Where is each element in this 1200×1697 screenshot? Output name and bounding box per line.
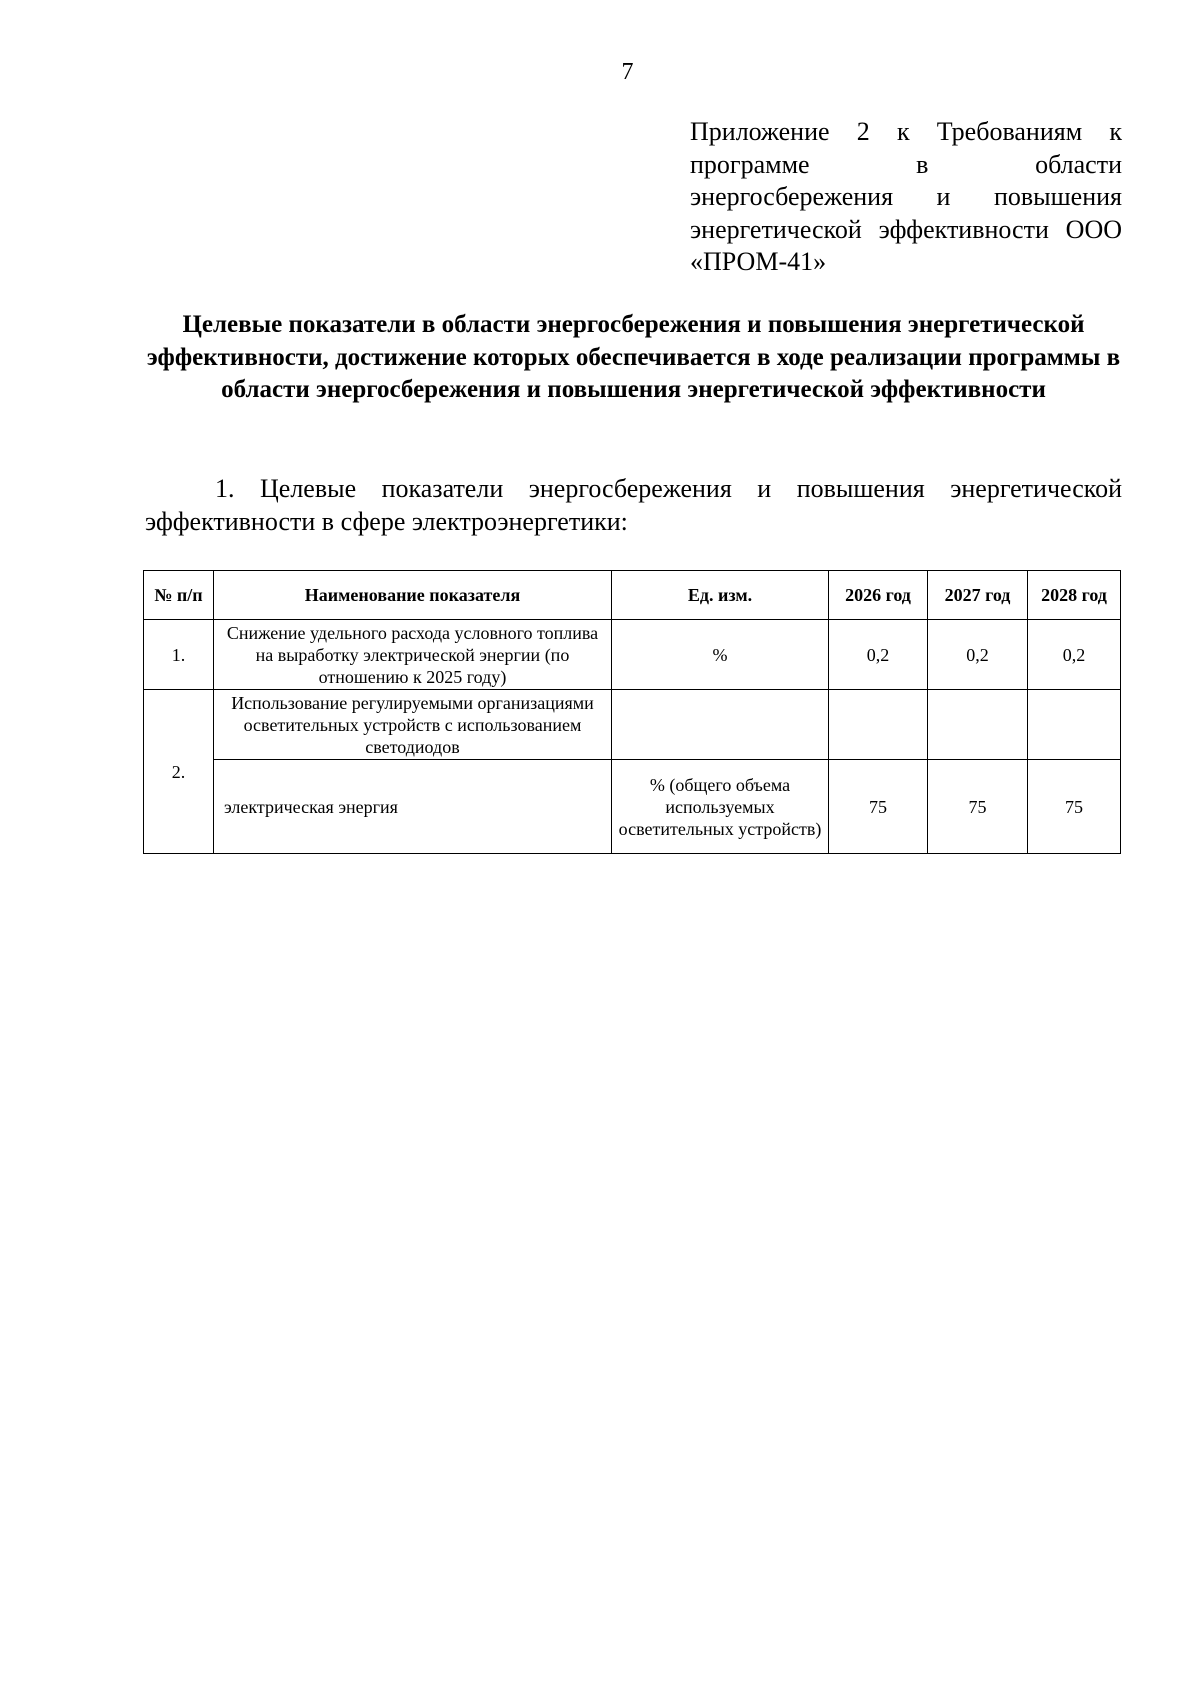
header-2028: 2028 год bbox=[1028, 571, 1121, 620]
cell-2028 bbox=[1028, 690, 1121, 760]
header-num: № п/п bbox=[144, 571, 214, 620]
cell-2026: 0,2 bbox=[829, 620, 928, 690]
appendix-reference: Приложение 2 к Требованиям к программе в области энергосбережения и повышения энергетической эффективности ООО «ПРОМ-41» bbox=[690, 117, 1122, 276]
cell-unit: % (общего объема используемых осветительных устройств) bbox=[612, 760, 829, 854]
cell-2027: 0,2 bbox=[928, 620, 1028, 690]
cell-2028: 0,2 bbox=[1028, 620, 1121, 690]
cell-unit: % bbox=[612, 620, 829, 690]
header-2027: 2027 год bbox=[928, 571, 1028, 620]
header-unit: Ед. изм. bbox=[612, 571, 829, 620]
cell-2026: 75 bbox=[829, 760, 928, 854]
cell-2028: 75 bbox=[1028, 760, 1121, 854]
table-row bbox=[144, 760, 1121, 854]
header-2026: 2026 год bbox=[829, 571, 928, 620]
cell-name: Снижение удельного расхода условного топлива на выработку электрической энергии (по отношению к 2025 году) bbox=[214, 620, 612, 690]
table-row bbox=[144, 690, 1121, 760]
document-title: Целевые показатели в области энергосбережения и повышения энергетической эффективности, достижение которых обеспечивается в ходе реализации программы в области энергосбережения и повышения энергетической эффективности bbox=[146, 311, 1121, 403]
cell-unit bbox=[612, 690, 829, 760]
intro-paragraph: 1. Целевые показатели энергосбережения и повышения энергетической эффективности в сфере электроэнергетики: bbox=[145, 474, 1122, 536]
page-number: 7 bbox=[621, 59, 634, 85]
table-header-row bbox=[144, 571, 1121, 620]
cell-name: Использование регулируемыми организациями осветительных устройств с использованием светодиодов bbox=[214, 690, 612, 760]
cell-2027 bbox=[928, 690, 1028, 760]
header-name: Наименование показателя bbox=[214, 571, 612, 620]
cell-num: 2. bbox=[144, 690, 214, 854]
table-row bbox=[144, 620, 1121, 690]
cell-2027: 75 bbox=[928, 760, 1028, 854]
cell-name: электрическая энергия bbox=[214, 760, 612, 854]
cell-2026 bbox=[829, 690, 928, 760]
indicators-table bbox=[143, 570, 1121, 854]
cell-num: 1. bbox=[144, 620, 214, 690]
